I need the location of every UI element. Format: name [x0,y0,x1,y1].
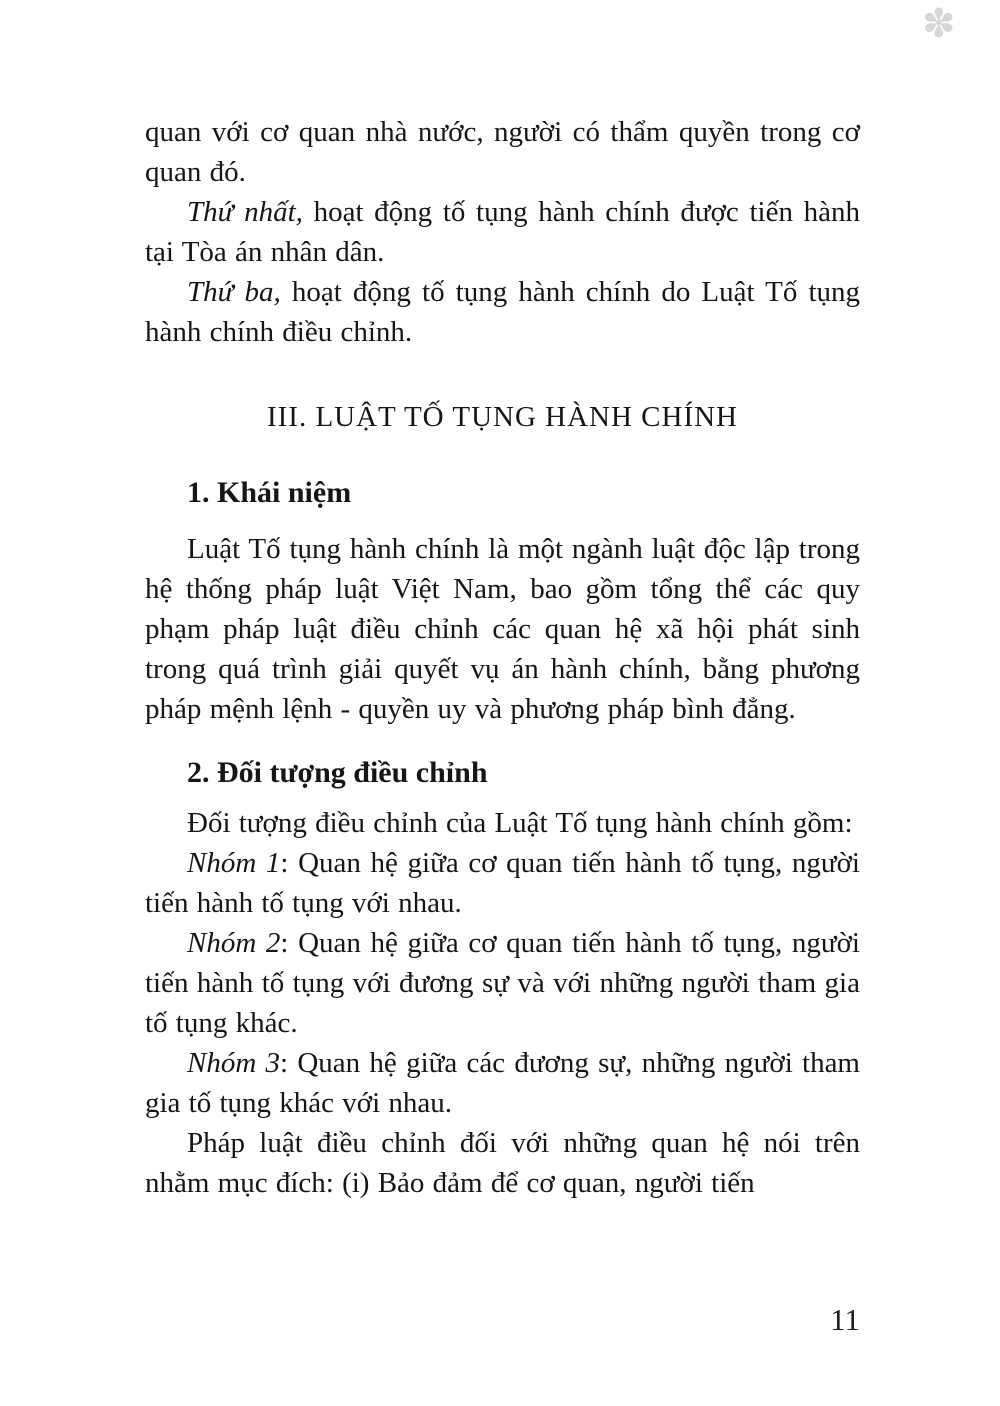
text-block [145,112,860,1203]
section-title: III. LUẬT TỐ TỤNG HÀNH CHÍNH [266,401,738,433]
paragraph-point-third-text: hoạt động tố tụng hành chính do Luật Tố tụng hành chính điều chỉnh. [145,276,860,348]
subsection-1-paragraph: Luật Tố tụng hành chính là một ngành luật độc lập trong hệ thống pháp luật Việt Nam, bao gồm tổng thể các quy phạm pháp luật điều chỉnh các quan hệ xã hội phát sinh trong quá trình giải quyết vụ án hành chính, bằng phương pháp mệnh lệnh - quyền uy và phương pháp bình đẳng. [145,533,860,725]
paragraph-point-first-text: hoạt động tố tụng hành chính được tiến hành tại Tòa án nhân dân. [145,196,860,268]
subsection-2-title: 2. Đối tượng điều chỉnh [187,756,488,789]
paragraph-group-2-text: : Quan hệ giữa cơ quan tiến hành tố tụng, người tiến hành tố tụng với đương sự và với những người tham gia tố tụng khác. [145,927,860,1039]
emphasis-nhom-2: Nhóm 2 [187,927,281,959]
paragraph-group-3-text: : Quan hệ giữa các đương sự, những người tham gia tố tụng khác với nhau. [145,1047,860,1119]
paragraph-continuation: quan với cơ quan nhà nước, người có thẩm quyền trong cơ quan đó. [145,116,860,188]
paragraph-point-first [145,192,860,272]
flower-ornament-icon: ✽ [922,1,956,47]
emphasis-thu-nhat: Thứ nhất, [187,196,303,228]
subsection-1-title: 1. Khái niệm [187,476,352,509]
paragraph-group-2 [145,923,860,1043]
paragraph-group-3 [145,1043,860,1123]
paragraph-group-1 [145,843,860,923]
paragraph-closing: Pháp luật điều chỉnh đối với những quan hệ nói trên nhằm mục đích: (i) Bảo đảm để cơ quan, người tiến [145,1127,860,1199]
paragraph-group-1-text: : Quan hệ giữa cơ quan tiến hành tố tụng, người tiến hành tố tụng với nhau. [145,847,860,919]
subsection-2-intro: Đối tượng điều chỉnh của Luật Tố tụng hành chính gồm: [187,807,853,839]
emphasis-thu-ba: Thứ ba, [187,276,281,308]
page-number: 11 [830,1302,860,1337]
paragraph-point-third [145,272,860,352]
emphasis-nhom-3: Nhóm 3 [187,1047,281,1079]
emphasis-nhom-1: Nhóm 1 [187,847,281,879]
